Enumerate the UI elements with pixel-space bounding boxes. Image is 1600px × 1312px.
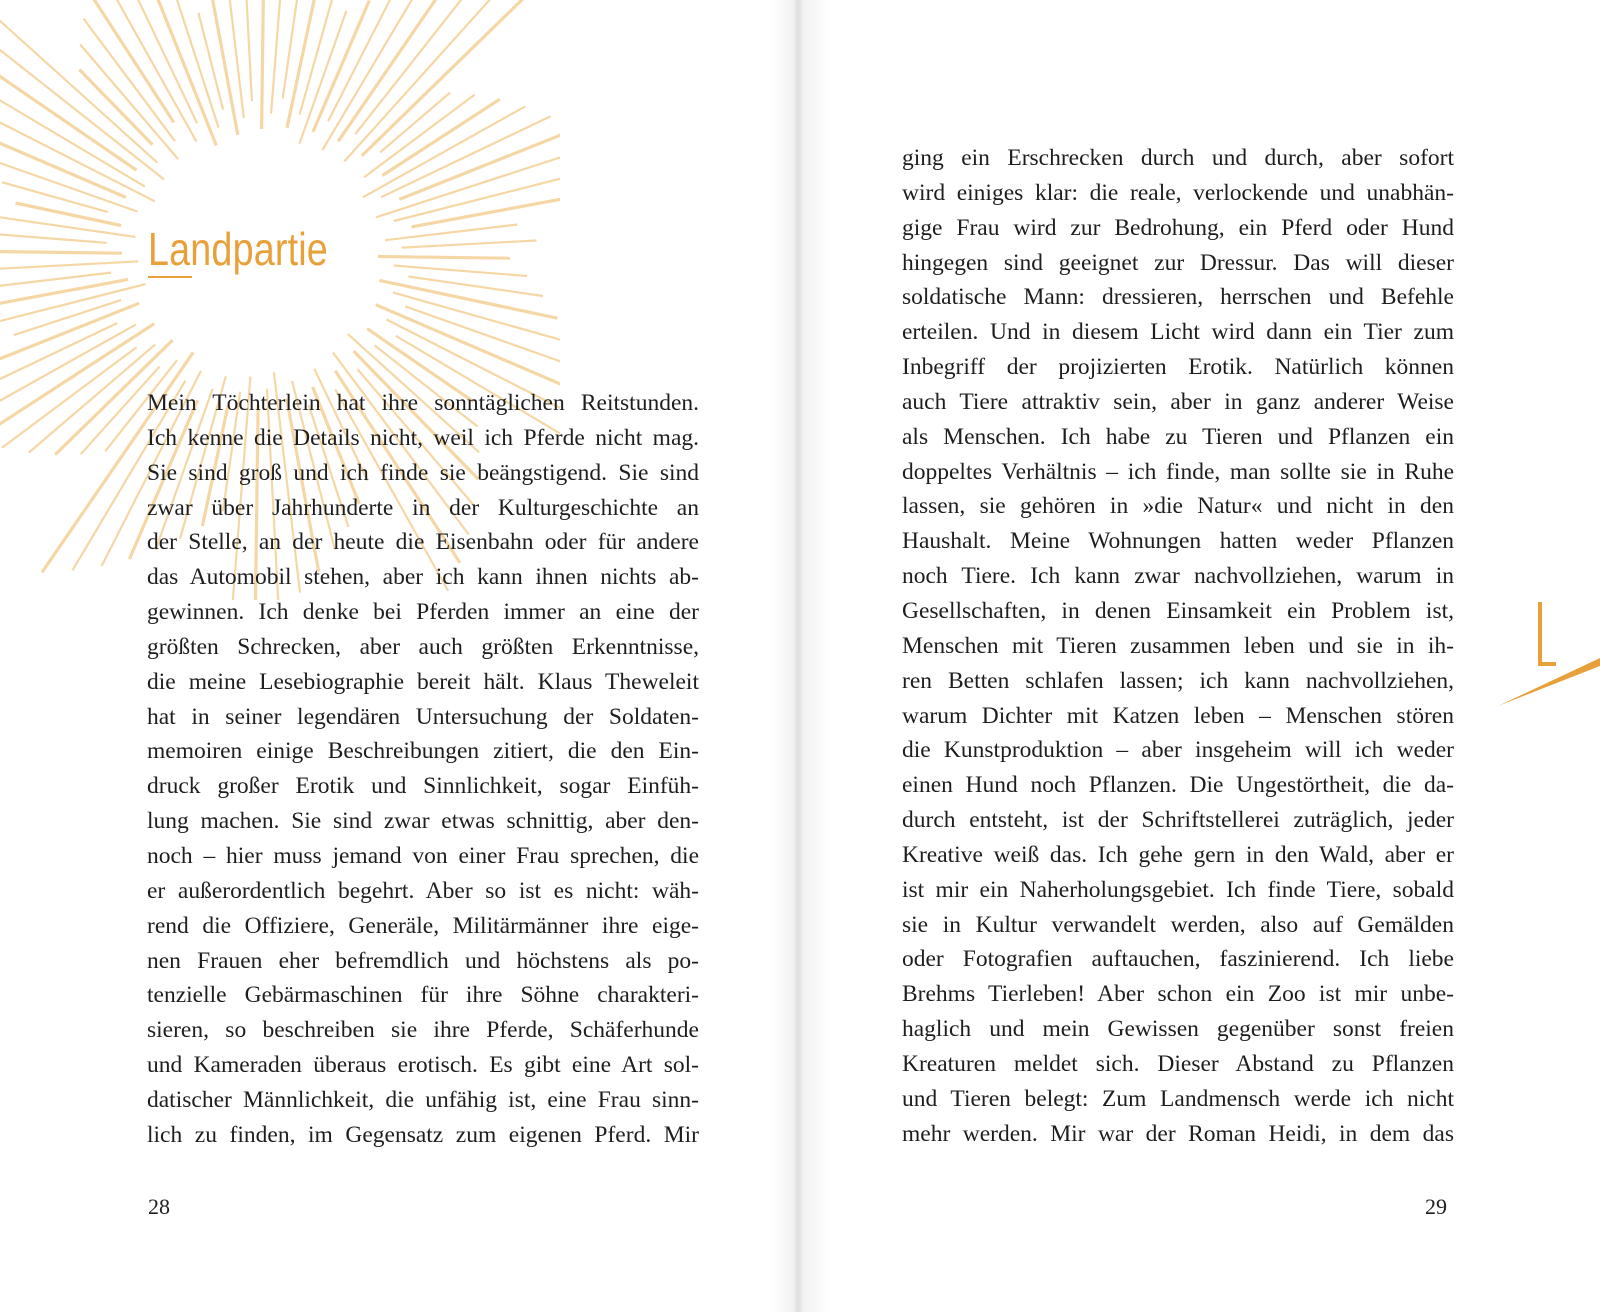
chapter-title-rule — [148, 276, 192, 278]
text-line: ging ein Erschrecken durch und durch, aber sofort — [902, 145, 1454, 171]
text-line: lich zu finden, im Gegensatz zum eigenen Pferd. Mir — [147, 1121, 699, 1148]
sunburst-ray — [402, 241, 537, 248]
sunburst-ray — [124, 0, 216, 145]
text-line: hingegen sind geeignet zur Dressur. Das will dieser — [902, 249, 1454, 276]
text-line: Kreative weiß das. Ich gehe gern in den Wald, aber er — [902, 841, 1454, 868]
text-line: die Kunstproduktion – aber insgeheim will ich weder — [902, 737, 1454, 764]
text-line: auch Tiere attraktiv sein, aber in ganz anderer Weise — [902, 388, 1454, 415]
text-line: noch Tiere. Ich kann zwar nachvollziehen, warum in — [902, 563, 1454, 590]
sunburst-ray — [313, 1, 369, 132]
sunburst-ray — [244, 0, 252, 101]
text-line: datischer Männlichkeit, die unfähig ist, eine Frau sinn- — [147, 1086, 699, 1113]
left-page-body-text — [147, 386, 699, 1153]
text-line: lung machen. Sie sind zwar etwas schnittig, aber den- — [147, 808, 699, 835]
text-line: gewinnen. Ich denke bei Pferden immer an eine der — [147, 599, 699, 626]
edge-marker-bracket — [1540, 602, 1556, 664]
text-line: Sie sind groß und ich finde sie beängstigend. Sie sind — [147, 459, 699, 486]
text-line: sie in Kultur verwandelt werden, also auf Gemälden — [902, 911, 1454, 938]
sunburst-ray — [0, 261, 138, 272]
text-line: größten Schrecken, aber auch größten Erkenntnisse, — [147, 633, 699, 660]
text-line: die meine Lesebiographie bereit hält. Klaus Theweleit — [147, 668, 699, 695]
text-line: doppeltes Verhältnis – ich finde, man sollte sie in Ruhe — [902, 458, 1454, 485]
sunburst-ray — [378, 257, 510, 259]
text-line: und Kameraden überaus erotisch. Es gibt eine Art sol- — [147, 1052, 699, 1079]
text-line: sieren, so beschreiben sie ihre Pferde, Schäferhunde — [147, 1017, 699, 1044]
text-line: wird einiges klar: die reale, verlockende und unabhän- — [902, 179, 1454, 206]
text-line: lassen, sie gehören in »die Natur« und nicht in den — [902, 493, 1454, 520]
text-line: haglich und mein Gewissen gegenüber sonst freien — [902, 1016, 1454, 1043]
text-line: noch – hier muss jemand von einer Frau sprechen, die — [147, 842, 699, 869]
chapter-title: Landpartie — [148, 223, 328, 275]
text-line: Gesellschaften, in denen Einsamkeit ein Problem ist, — [902, 597, 1454, 624]
sunburst-ray — [382, 99, 499, 175]
page-number-right: 29 — [1425, 1194, 1447, 1219]
sunburst-ray — [355, 0, 476, 134]
text-line: hat in seiner legendären Untersuchung der Soldaten- — [147, 703, 699, 730]
text-line: erteilen. Und in diesem Licht wird dann ein Tier zum — [902, 319, 1454, 346]
text-line: Kreaturen meldet sich. Dieser Abstand zu Pflanzen — [902, 1050, 1454, 1077]
sunburst-ray — [394, 266, 528, 277]
text-line: oder Fotografien auftauchen, faszinierend. Ich liebe — [902, 946, 1454, 973]
sunburst-ray — [385, 225, 517, 241]
sunburst-ray — [271, 0, 287, 113]
sunburst-ray — [0, 323, 117, 417]
text-line: Menschen mit Tieren zusammen leben und sie in ih- — [902, 632, 1454, 659]
text-line: ist mir ein Naherholungsgebiet. Ich finde Tiere, sobald — [902, 876, 1454, 903]
text-line: Ich kenne die Details nicht, weil ich Pferde nicht mag. — [147, 424, 699, 451]
text-line: ren Betten schlafen lassen; ich kann nachvollziehen, — [902, 667, 1454, 694]
text-line: rend die Offiziere, Generäle, Militärmänner ihre eige- — [147, 912, 699, 939]
sunburst-ray — [0, 251, 122, 254]
sunburst-ray — [380, 93, 450, 153]
sunburst-ray — [344, 0, 505, 161]
text-line: zwar über Jahrhunderte in der Kulturgeschichte an — [147, 494, 699, 521]
text-line: das Automobil stehen, aber ich kann ihnen nichts ab- — [147, 564, 699, 591]
text-line: memoiren einige Beschreibungen zitiert, die den Ein- — [147, 738, 699, 765]
sunburst-ray — [405, 306, 560, 368]
text-line: warum Dichter mit Katzen leben – Menschen stören — [902, 702, 1454, 729]
chapter-edge-marker — [1496, 594, 1600, 714]
text-line: mehr werden. Mir war der Roman Heidi, in dem das — [902, 1120, 1454, 1147]
right-page-body-text — [902, 141, 1454, 1151]
text-line: der Stelle, an der heute die Eisenbahn oder für andere — [147, 529, 699, 556]
sunburst-ray — [226, 0, 243, 118]
sunburst-ray — [411, 183, 560, 227]
text-line: Brehms Tierleben! Aber schon ein Zoo ist mir unbe- — [902, 981, 1454, 1008]
page-number-left: 28 — [148, 1194, 170, 1219]
text-line: Inbegriff der projizierten Erotik. Natürlich können — [902, 354, 1454, 381]
text-line: nen Frauen eher befremdlich und höchstens als po- — [147, 947, 699, 974]
sunburst-ray — [79, 70, 152, 145]
text-line: und Tieren belegt: Zum Landmensch werde ich nicht — [902, 1085, 1454, 1112]
text-line: gige Frau wird zur Bedrohung, ein Pferd oder Hund — [902, 214, 1454, 241]
text-line: als Menschen. Ich habe zu Tieren und Pflanzen ein — [902, 423, 1454, 450]
text-line: durch entsteht, ist der Schriftstellerei zuträglich, jeder — [902, 807, 1454, 834]
text-line: er außerordentlich begehrt. Aber so ist es nicht: wäh- — [147, 877, 699, 904]
text-line: tenzielle Gebärmaschinen für ihre Söhne charakteri- — [147, 982, 699, 1009]
text-line: Mein Töchterlein hat ihre sonntäglichen Reitstunden. — [147, 390, 699, 416]
left-page — [0, 0, 796, 1312]
text-line: druck großer Erotik und Sinnlichkeit, sogar Einfüh- — [147, 773, 699, 800]
sunburst-ray — [0, 0, 157, 163]
text-line: Haushalt. Meine Wohnungen hatten weder Pflanzen — [902, 528, 1454, 555]
text-line: soldatische Mann: dressieren, herrschen und Befehle — [902, 284, 1454, 311]
sunburst-ray — [0, 226, 107, 243]
sunburst-ray — [198, 13, 223, 110]
sunburst-ray — [363, 106, 525, 197]
right-page — [796, 0, 1600, 1312]
sunburst-ray — [381, 116, 551, 197]
text-line: einen Hund noch Pflanzen. Die Ungestörtheit, die da- — [902, 772, 1454, 799]
sunburst-ray — [2, 182, 108, 212]
sunburst-ray — [0, 273, 111, 292]
sunburst-ray — [262, 0, 265, 129]
sunburst-ray — [408, 277, 543, 297]
